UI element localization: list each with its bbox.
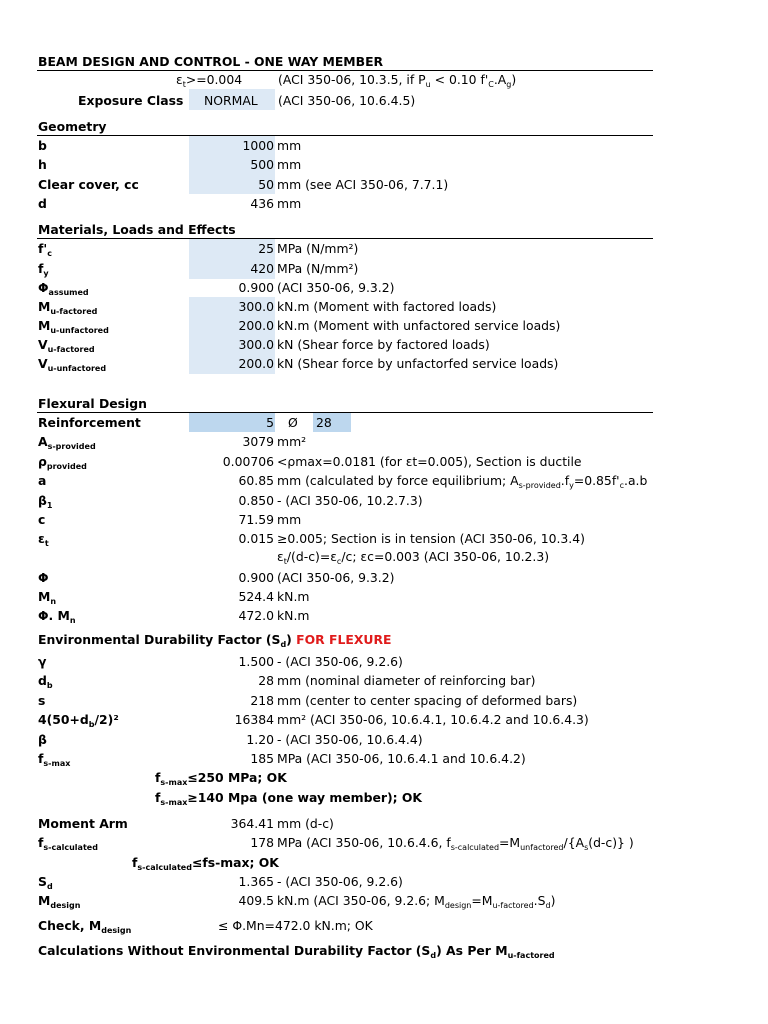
c-unit: mm: [277, 512, 302, 527]
s-label: s: [38, 693, 46, 708]
fc-unit: MPa (N/mm²): [277, 241, 359, 256]
fs-calculated-note: MPa (ACI 350-06, 10.6.4.6, $f_{s-calculated}=M_{unfactored}/\{A_s(d-c)\}$ ): [277, 835, 634, 852]
moment-arm-value: 364.41: [230, 816, 274, 831]
rho-provided-value: 0.00706: [222, 454, 274, 469]
rho-provided-note: <ρmax=0.0181 (for εt=0.005), Section is ductile: [277, 454, 582, 469]
m-design-value: 409.5: [238, 893, 274, 908]
eps-limit-note: (ACI 350-06, 10.3.5, if $P_u < 0.10$ $f'_C.A_g$): [278, 72, 517, 89]
phi-mn-value: 472.0: [238, 608, 274, 623]
geometry-heading: Geometry: [38, 119, 107, 134]
d-value: 436: [250, 196, 274, 211]
vu-factored-value: 300.0: [238, 337, 274, 352]
check-m-design-result: ≤ Φ.Mn=472.0 kN.m; OK: [218, 918, 373, 933]
m-design-note: kN.m (ACI 350-06, 9.2.6; $M_{design}=M_{u-factored}.S_d$): [277, 893, 556, 910]
area-expression-value: 16384: [234, 712, 274, 727]
clear-cover-unit: mm (see ACI 350-06, 7.7.1): [277, 177, 449, 192]
gamma-value: 1.500: [238, 654, 274, 669]
sd-label: $S_d$: [38, 874, 53, 891]
fs-max-value: 185: [250, 751, 274, 766]
page-title: BEAM DESIGN AND CONTROL - ONE WAY MEMBER: [38, 54, 384, 69]
materials-heading: Materials, Loads and Effects: [38, 222, 236, 237]
db-note: mm (nominal diameter of reinforcing bar): [277, 673, 536, 688]
clear-cover-value: 50: [258, 177, 274, 192]
beta1-note: - (ACI 350-06, 10.2.7.3): [277, 493, 423, 508]
area-expression-label: $4(50+d_b/2)^2$: [38, 712, 119, 729]
mu-factored-unit: kN.m (Moment with factored loads): [277, 299, 497, 314]
eps-limit-label: $\varepsilon_t>=0.004$: [176, 72, 243, 89]
fs-max-note: MPa (ACI 350-06, 10.6.4.1 and 10.6.4.2): [277, 751, 526, 766]
fy-value: 420: [250, 261, 274, 276]
flexural-heading: Flexural Design: [38, 396, 147, 411]
moment-arm-unit: mm (d-c): [277, 816, 334, 831]
reinforcement-label: Reinforcement: [38, 415, 141, 430]
db-label: $d_b$: [38, 673, 53, 690]
mu-factored-value: 300.0: [238, 299, 274, 314]
for-flexure-tag: FOR FLEXURE: [296, 632, 392, 647]
beta1-value: 0.850: [238, 493, 274, 508]
vu-unfactored-unit: kN (Shear force by unfactorfed service loads): [277, 356, 559, 371]
clear-cover-label: Clear cover, cc: [38, 177, 139, 192]
sd-note: - (ACI 350-06, 9.2.6): [277, 874, 403, 889]
mn-label: $M_n$: [38, 589, 57, 606]
title-rule: [37, 70, 653, 71]
vu-unfactored-label: $V_{u-unfactored}$: [38, 356, 107, 373]
fs-calculated-label: $f_{s-calculated}$: [38, 835, 98, 852]
b-value: 1000: [242, 138, 274, 153]
mn-unit: kN.m: [277, 589, 310, 604]
sd-value: 1.365: [238, 874, 274, 889]
h-label: h: [38, 157, 47, 172]
gamma-note: - (ACI 350-06, 9.2.6): [277, 654, 403, 669]
beta1-label: $\beta_1$: [38, 493, 53, 510]
phi-assumed-value: 0.900: [238, 280, 274, 295]
d-unit: mm: [277, 196, 302, 211]
h-value: 500: [250, 157, 274, 172]
m-design-label: $M_{design}$: [38, 893, 81, 910]
fc-label: $f'_c$: [38, 241, 52, 258]
beta-label: β: [38, 732, 47, 747]
area-expression-note: mm² (ACI 350-06, 10.6.4.1, 10.6.4.2 and 10.6.4.3): [277, 712, 589, 727]
phi-assumed-label: $\Phi_{assumed}$: [38, 280, 89, 297]
eps-t-note: ≥0.005; Section is in tension (ACI 350-06, 10.3.4): [277, 531, 585, 546]
mu-unfactored-value: 200.0: [238, 318, 274, 333]
gamma-label: γ: [38, 654, 47, 669]
beta-note: - (ACI 350-06, 10.6.4.4): [277, 732, 423, 747]
bar-diameter-symbol: Ø: [288, 415, 298, 430]
without-sd-heading: Calculations Without Environmental Durability Factor $(S_d)$ As Per $M_{u-factored}$: [38, 943, 555, 960]
c-value: 71.59: [238, 512, 274, 527]
db-value: 28: [258, 673, 274, 688]
beta-value: 1.20: [246, 732, 274, 747]
phi-note: (ACI 350-06, 9.3.2): [277, 570, 395, 585]
a-value: 60.85: [238, 473, 274, 488]
strain-relation-note: $\varepsilon_t/(d-c)=\varepsilon_c/c$; εc=0.003 (ACI 350-06, 10.2.3): [277, 549, 550, 566]
bar-count-value: 5: [266, 415, 274, 430]
phi-assumed-unit: (ACI 350-06, 9.3.2): [277, 280, 395, 295]
bar-count-input[interactable]: [189, 413, 275, 432]
materials-rule: [37, 238, 653, 239]
phi-value: 0.900: [238, 570, 274, 585]
vu-factored-unit: kN (Shear force by factored loads): [277, 337, 490, 352]
s-note: mm (center to center spacing of deformed bars): [277, 693, 578, 708]
b-unit: mm: [277, 138, 302, 153]
eps-t-label: $\varepsilon_t$: [38, 531, 49, 548]
s-value: 218: [250, 693, 274, 708]
fc-value: 25: [258, 241, 274, 256]
rho-provided-label: $\rho_{provided}$: [38, 454, 87, 471]
b-label: b: [38, 138, 47, 153]
as-provided-unit: mm²: [277, 434, 307, 449]
eps-t-value: 0.015: [238, 531, 274, 546]
exposure-class-label: Exposure Class: [78, 93, 184, 108]
phi-mn-unit: kN.m: [277, 608, 310, 623]
vu-factored-label: $V_{u-factored}$: [38, 337, 95, 354]
fs-calculated-check: $f_{s-calculated}\le fs-\max$; OK: [132, 855, 279, 872]
as-provided-value: 3079: [242, 434, 274, 449]
geometry-rule: [37, 135, 653, 136]
c-label: c: [38, 512, 46, 527]
fs-calculated-value: 178: [250, 835, 274, 850]
bar-diameter-value: 28: [316, 415, 332, 430]
fs-max-check-upper: $f_{s-max}\le 250$ MPa; OK: [155, 770, 287, 787]
phi-mn-label: Φ. $M_n$: [38, 608, 76, 625]
phi-label: Φ: [38, 570, 49, 585]
env-durability-heading: Environmental Durability Factor $(S_d)$ FOR FLEXURE: [38, 632, 392, 649]
mu-unfactored-unit: kN.m (Moment with unfactored service loads): [277, 318, 561, 333]
a-note: mm (calculated by force equilibrium; $A_{s-provided}.f_y=0.85f'_c.a.b$: [277, 473, 648, 490]
vu-unfactored-value: 200.0: [238, 356, 274, 371]
a-label: a: [38, 473, 47, 488]
exposure-class-note: (ACI 350-06, 10.6.4.5): [278, 93, 416, 108]
d-label: d: [38, 196, 47, 211]
fy-label: $f_y$: [38, 261, 49, 278]
h-unit: mm: [277, 157, 302, 172]
as-provided-label: $A_{s-provided}$: [38, 434, 96, 451]
mu-unfactored-label: $M_{u-unfactored}$: [38, 318, 109, 335]
fs-max-label: $f_{s-max}$: [38, 751, 71, 768]
moment-arm-label: Moment Arm: [38, 816, 128, 831]
mn-value: 524.4: [238, 589, 274, 604]
check-m-design-label: Check, $M_{design}$: [38, 918, 132, 935]
exposure-class-value: NORMAL: [204, 93, 258, 108]
fs-max-check-lower: $f_{s-max}\ge 140$ Mpa (one way member); OK: [155, 790, 423, 807]
mu-factored-label: $M_{u-factored}$: [38, 299, 98, 316]
fy-unit: MPa (N/mm²): [277, 261, 359, 276]
